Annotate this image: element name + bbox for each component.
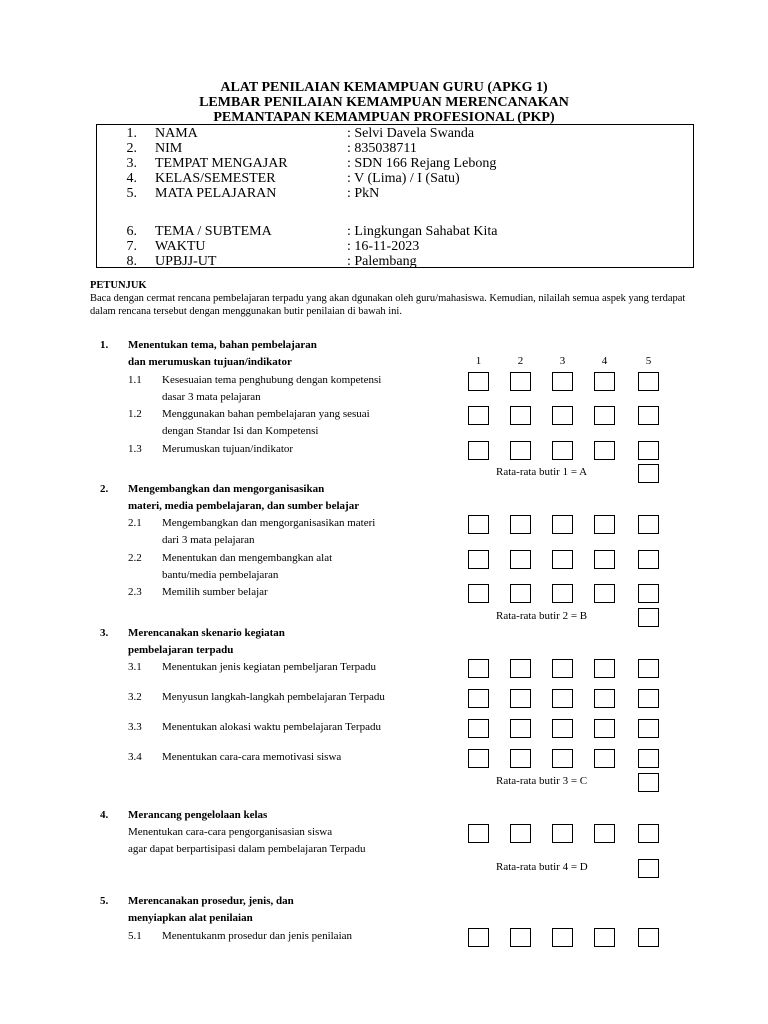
average-input-c[interactable]	[638, 773, 659, 792]
section-title: Menentukan tema, bahan pembelajaran	[128, 339, 317, 351]
info-row-tema-subtema	[97, 224, 693, 240]
rating-checkbox-1[interactable]	[468, 372, 489, 391]
info-label: TEMPAT MENGAJAR	[155, 156, 288, 171]
form-title-line-2: LEMBAR PENILAIAN KEMAMPUAN MERENCANAKAN	[199, 95, 569, 110]
item-text-cont: agar dapat berpartisipasi dalam pembelajaran Terpadu	[128, 843, 366, 855]
rating-checkbox-5[interactable]	[638, 689, 659, 708]
item-number: 1.2	[128, 408, 142, 420]
instructions-heading: PETUNJUK	[90, 280, 147, 291]
item-number: 3.1	[128, 661, 142, 673]
section-number: 5.	[100, 895, 109, 907]
rating-checkbox-4[interactable]	[594, 719, 615, 738]
info-value: : 835038711	[347, 141, 417, 156]
form-title-line-3: PEMANTAPAN KEMAMPUAN PROFESIONAL (PKP)	[213, 110, 555, 125]
rating-checkbox-3[interactable]	[552, 689, 573, 708]
info-label: NIM	[155, 141, 183, 156]
rating-checkbox-3[interactable]	[552, 406, 573, 425]
rating-checkbox-1[interactable]	[468, 515, 489, 534]
rating-checkbox-4[interactable]	[594, 515, 615, 534]
info-number: 7.	[126, 239, 137, 254]
rating-checkbox-3[interactable]	[552, 719, 573, 738]
rating-checkbox-3[interactable]	[552, 584, 573, 603]
item-text-cont: dasar 3 mata pelajaran	[162, 391, 261, 403]
scale-label-5: 5	[645, 355, 652, 367]
rating-checkbox-1[interactable]	[468, 928, 489, 947]
section-number: 2.	[100, 483, 109, 495]
info-label: NAMA	[155, 126, 198, 141]
rating-checkbox-2[interactable]	[510, 372, 531, 391]
info-value: : V (Lima) / I (Satu)	[347, 171, 460, 186]
rating-checkbox-2[interactable]	[510, 584, 531, 603]
item-text: Kesesuaian tema penghubung dengan kompetensi	[162, 374, 382, 386]
info-label: WAKTU	[155, 239, 206, 254]
item-number: 2.1	[128, 517, 142, 529]
info-number: 6.	[126, 224, 137, 239]
rating-checkbox-3[interactable]	[552, 928, 573, 947]
rating-checkbox-1[interactable]	[468, 689, 489, 708]
info-value: : Palembang	[347, 254, 417, 269]
info-number: 3.	[126, 156, 137, 171]
info-label: TEMA / SUBTEMA	[155, 224, 272, 239]
section-title: Merencanakan prosedur, jenis, dan	[128, 895, 294, 907]
rating-checkbox-4[interactable]	[594, 928, 615, 947]
rating-checkbox-5[interactable]	[638, 406, 659, 425]
rating-checkbox-1[interactable]	[468, 719, 489, 738]
item-text: Mengembangkan dan mengorganisasikan materi	[162, 517, 376, 529]
rating-checkbox-4[interactable]	[594, 441, 615, 460]
section-title: Mengembangkan dan mengorganisasikan	[128, 483, 325, 495]
rating-checkbox-1[interactable]	[468, 749, 489, 768]
rating-checkbox-2[interactable]	[510, 749, 531, 768]
rating-checkbox-1[interactable]	[468, 550, 489, 569]
rating-checkbox-5[interactable]	[638, 824, 659, 843]
info-label: KELAS/SEMESTER	[155, 171, 276, 186]
rating-checkbox-4[interactable]	[594, 749, 615, 768]
item-number: 2.3	[128, 586, 142, 598]
rating-checkbox-4[interactable]	[594, 372, 615, 391]
section-title-cont: pembelajaran terpadu	[128, 644, 234, 656]
info-row-upbjj-ut	[97, 254, 693, 270]
average-input-d[interactable]	[638, 859, 659, 878]
rating-checkbox-2[interactable]	[510, 659, 531, 678]
rating-checkbox-5[interactable]	[638, 550, 659, 569]
scale-label-2: 2	[517, 355, 524, 367]
rating-checkbox-1[interactable]	[468, 659, 489, 678]
section-number: 4.	[100, 809, 109, 821]
info-row-nim	[97, 141, 693, 157]
section-number: 1.	[100, 339, 109, 351]
average-input-b[interactable]	[638, 608, 659, 627]
item-number: 2.2	[128, 552, 142, 564]
rating-checkbox-4[interactable]	[594, 659, 615, 678]
rating-checkbox-3[interactable]	[552, 550, 573, 569]
info-number: 8.	[126, 254, 137, 269]
average-label: Rata-rata butir 1 = A	[496, 466, 588, 478]
rating-checkbox-5[interactable]	[638, 719, 659, 738]
item-text: Menentukanm prosedur dan jenis penilaian	[162, 930, 353, 942]
item-text: Menyusun langkah-langkah pembelajaran Terpadu	[162, 691, 385, 703]
rating-checkbox-5[interactable]	[638, 928, 659, 947]
average-input-a[interactable]	[638, 464, 659, 483]
info-value: : Selvi Davela Swanda	[347, 126, 475, 141]
info-value: : SDN 166 Rejang Lebong	[347, 156, 497, 171]
info-label: UPBJJ-UT	[155, 254, 217, 269]
rating-checkbox-2[interactable]	[510, 441, 531, 460]
scale-label-4: 4	[601, 355, 608, 367]
rating-checkbox-1[interactable]	[468, 441, 489, 460]
item-number: 1.1	[128, 374, 142, 386]
item-text-cont: dengan Standar Isi dan Kompetensi	[162, 425, 319, 437]
section-title-cont: menyiapkan alat penilaian	[128, 912, 253, 924]
info-row-kelas-semester	[97, 171, 693, 187]
identity-box	[96, 124, 694, 268]
info-row-mata-pelajaran	[97, 186, 693, 202]
rating-checkbox-4[interactable]	[594, 550, 615, 569]
item-text: Menentukan cara-cara memotivasi siswa	[162, 751, 342, 763]
item-text: Menentukan cara-cara pengorganisasian siswa	[128, 826, 333, 838]
info-number: 1.	[126, 126, 137, 141]
item-text: Menggunakan bahan pembelajaran yang sesuai	[162, 408, 370, 420]
info-value: : Lingkungan Sahabat Kita	[347, 224, 498, 239]
rating-checkbox-5[interactable]	[638, 372, 659, 391]
item-number: 5.1	[128, 930, 142, 942]
rating-checkbox-3[interactable]	[552, 441, 573, 460]
rating-checkbox-1[interactable]	[468, 584, 489, 603]
rating-checkbox-1[interactable]	[468, 406, 489, 425]
rating-checkbox-3[interactable]	[552, 824, 573, 843]
rating-checkbox-2[interactable]	[510, 406, 531, 425]
section-title-cont: materi, media pembelajaran, dan sumber belajar	[128, 500, 360, 512]
rating-checkbox-3[interactable]	[552, 515, 573, 534]
info-value: : PkN	[347, 186, 380, 201]
rating-checkbox-3[interactable]	[552, 749, 573, 768]
average-label: Rata-rata butir 3 = C	[496, 775, 588, 787]
rating-checkbox-5[interactable]	[638, 441, 659, 460]
rating-checkbox-2[interactable]	[510, 824, 531, 843]
item-text: Menentukan alokasi waktu pembelajaran Terpadu	[162, 721, 381, 733]
average-label: Rata-rata butir 4 = D	[496, 861, 588, 873]
form-title-line-1: ALAT PENILAIAN KEMAMPUAN GURU (APKG 1)	[220, 80, 548, 95]
info-value: : 16-11-2023	[347, 239, 420, 254]
info-label: MATA PELAJARAN	[155, 186, 277, 201]
rating-checkbox-5[interactable]	[638, 659, 659, 678]
average-label: Rata-rata butir 2 = B	[496, 610, 588, 622]
rating-checkbox-4[interactable]	[594, 824, 615, 843]
item-number: 3.2	[128, 691, 142, 703]
item-text: Merumuskan tujuan/indikator	[162, 443, 294, 455]
rating-checkbox-2[interactable]	[510, 689, 531, 708]
section-title: Merencanakan skenario kegiatan	[128, 627, 285, 639]
item-text-cont: bantu/media pembelajaran	[162, 569, 279, 581]
rating-checkbox-2[interactable]	[510, 550, 531, 569]
rating-checkbox-5[interactable]	[638, 584, 659, 603]
info-row-waktu	[97, 239, 693, 255]
rating-checkbox-3[interactable]	[552, 372, 573, 391]
info-number: 2.	[126, 141, 137, 156]
rating-checkbox-2[interactable]	[510, 928, 531, 947]
info-number: 5.	[126, 186, 137, 201]
section-number: 3.	[100, 627, 109, 639]
scale-label-3: 3	[559, 355, 566, 367]
rating-checkbox-4[interactable]	[594, 689, 615, 708]
rating-checkbox-2[interactable]	[510, 515, 531, 534]
rating-checkbox-5[interactable]	[638, 515, 659, 534]
section-title-cont: dan merumuskan tujuan/indikator	[128, 356, 292, 368]
item-text: Menentukan dan mengembangkan alat	[162, 552, 333, 564]
item-number: 3.4	[128, 751, 142, 763]
item-number: 1.3	[128, 443, 142, 455]
item-text: Menentukan jenis kegiatan pembeljaran Terpadu	[162, 661, 377, 673]
rating-checkbox-1[interactable]	[468, 824, 489, 843]
rating-checkbox-3[interactable]	[552, 659, 573, 678]
item-text-cont: dari 3 mata pelajaran	[162, 534, 255, 546]
rating-checkbox-4[interactable]	[594, 584, 615, 603]
item-text: Memilih sumber belajar	[162, 586, 268, 598]
info-row-tempat-mengajar	[97, 156, 693, 172]
rating-checkbox-2[interactable]	[510, 719, 531, 738]
rating-checkbox-4[interactable]	[594, 406, 615, 425]
item-number: 3.3	[128, 721, 142, 733]
info-number: 4.	[126, 171, 137, 186]
section-title: Merancang pengelolaan kelas	[128, 809, 268, 821]
rating-checkbox-5[interactable]	[638, 749, 659, 768]
instructions-text: Baca dengan cermat rencana pembelajaran terpadu yang akan dgunakan oleh guru/mahasiswa. Kemudian, nilailah semua aspek yang terdapat dalam rencana tersebut dengan menggunakan butir penilaian di bawah ini.	[90, 293, 686, 317]
scale-label-1: 1	[475, 355, 482, 367]
info-row-nama	[97, 126, 693, 142]
